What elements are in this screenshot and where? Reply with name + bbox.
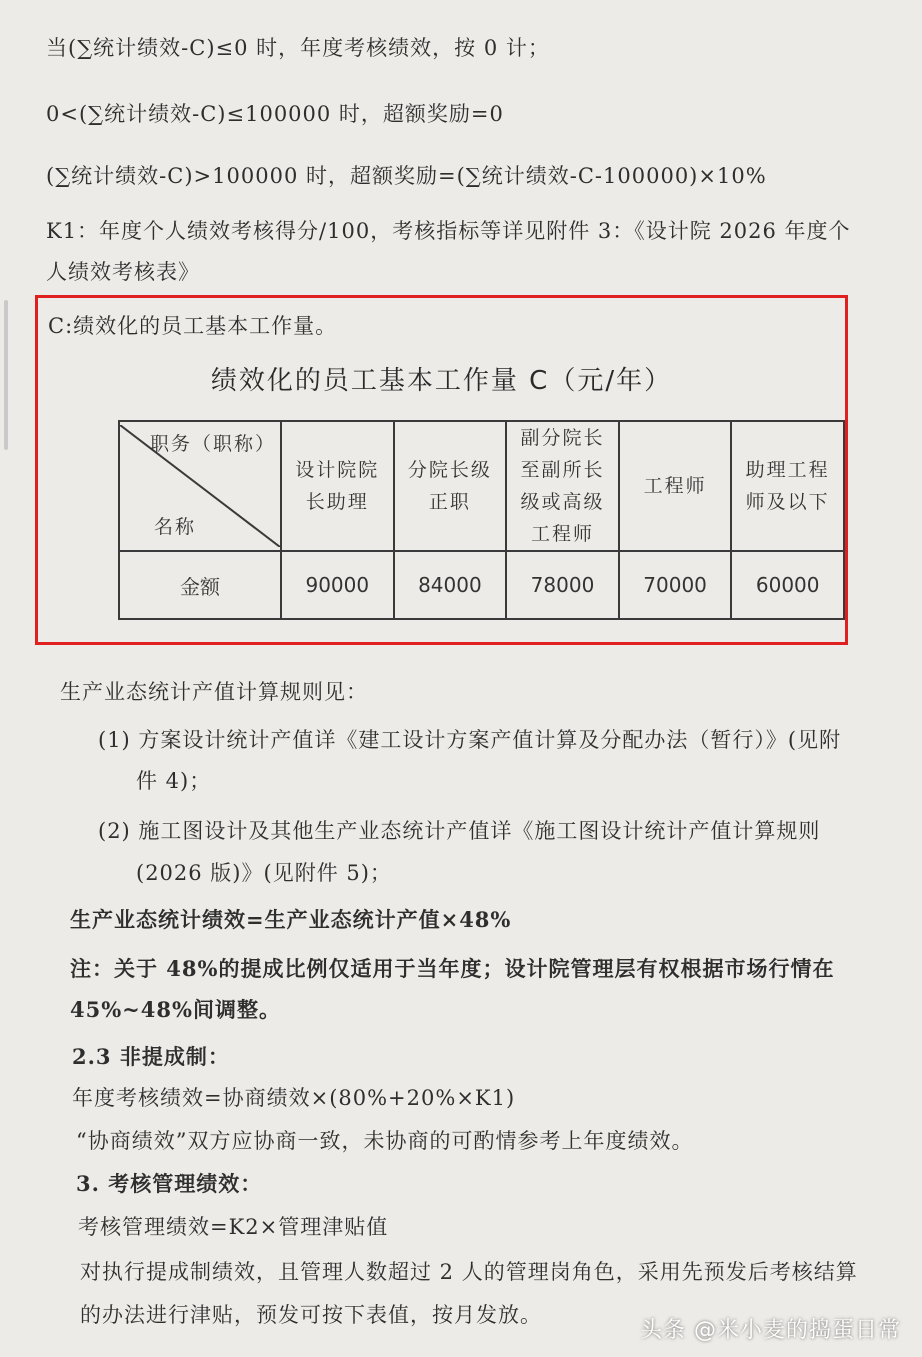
- text-line: 45%~48%间调整。: [70, 997, 281, 1022]
- corner-bottom-label: 名称: [154, 516, 197, 538]
- text-line: “协商绩效”双方应协商一致，未协商的可酌情参考上年度绩效。: [76, 1129, 694, 1153]
- table-cell: 78000: [506, 551, 619, 619]
- text-line: 生产业态统计产值计算规则见：: [60, 680, 368, 704]
- table-cell: 60000: [731, 551, 844, 619]
- text-line: 当(∑统计绩效-C)≤0 时，年度考核绩效，按 0 计；: [46, 36, 550, 60]
- text-line: 年度考核绩效=协商绩效×(80%+20%×K1): [72, 1086, 516, 1110]
- section-heading: 2.3 非提成制：: [72, 1044, 230, 1069]
- section-heading: 3. 考核管理绩效：: [76, 1171, 263, 1196]
- text-line: 生产业态统计绩效=生产业态统计产值×48%: [70, 907, 512, 932]
- text-line: 的办法进行津贴，预发可按下表值，按月发放。: [80, 1303, 542, 1327]
- text-line: 件 4)；: [136, 769, 212, 793]
- text-line: 对执行提成制绩效，且管理人数超过 2 人的管理岗角色，采用先预发后考核结算: [80, 1260, 858, 1284]
- table-header: 设计院院长助理: [281, 421, 394, 551]
- text-line: (∑统计绩效-C)>100000 时，超额奖励=(∑统计绩效-C-100000)×10%: [46, 164, 767, 188]
- scrollbar[interactable]: [4, 300, 8, 450]
- text-line: (1) 方案设计统计产值详《建工设计方案产值计算及分配办法（暂行）》(见附: [98, 728, 842, 752]
- watermark: 头条 @米小麦的捣蛋日常: [640, 1318, 901, 1343]
- corner-top-label: 职务（职称）: [150, 433, 277, 455]
- text-line: (2) 施工图设计及其他生产业态统计产值详《施工图设计统计产值计算规则: [98, 819, 821, 843]
- table-header: 工程师: [619, 421, 732, 551]
- table-corner-cell: [119, 421, 281, 551]
- text-line: 考核管理绩效=K2×管理津贴值: [78, 1215, 389, 1239]
- text-line: K1：年度个人绩效考核得分/100，考核指标等详见附件 3：《设计院 2026 年度个: [46, 219, 851, 243]
- row-label: 金额: [119, 551, 281, 619]
- text-line: 注：关于 48%的提成比例仅适用于当年度；设计院管理层有权根据市场行情在: [70, 956, 835, 981]
- table-header: 副分院长至副所长级或高级工程师: [506, 421, 619, 551]
- table-header: 分院长级正职: [394, 421, 507, 551]
- workload-table: [118, 420, 845, 620]
- highlight-box: [35, 295, 848, 645]
- text-line: (2026 版)》(见附件 5)；: [136, 861, 392, 885]
- text-line: C:绩效化的员工基本工作量。: [48, 314, 338, 338]
- text-line: 人绩效考核表》: [46, 260, 200, 284]
- table-title: 绩效化的员工基本工作量 C（元/年）: [210, 366, 673, 396]
- text-line: 0<(∑统计绩效-C)≤100000 时，超额奖励=0: [46, 102, 504, 126]
- table-cell: 70000: [619, 551, 732, 619]
- table-cell: 90000: [281, 551, 394, 619]
- table-header: 助理工程师及以下: [731, 421, 844, 551]
- table-cell: 84000: [394, 551, 507, 619]
